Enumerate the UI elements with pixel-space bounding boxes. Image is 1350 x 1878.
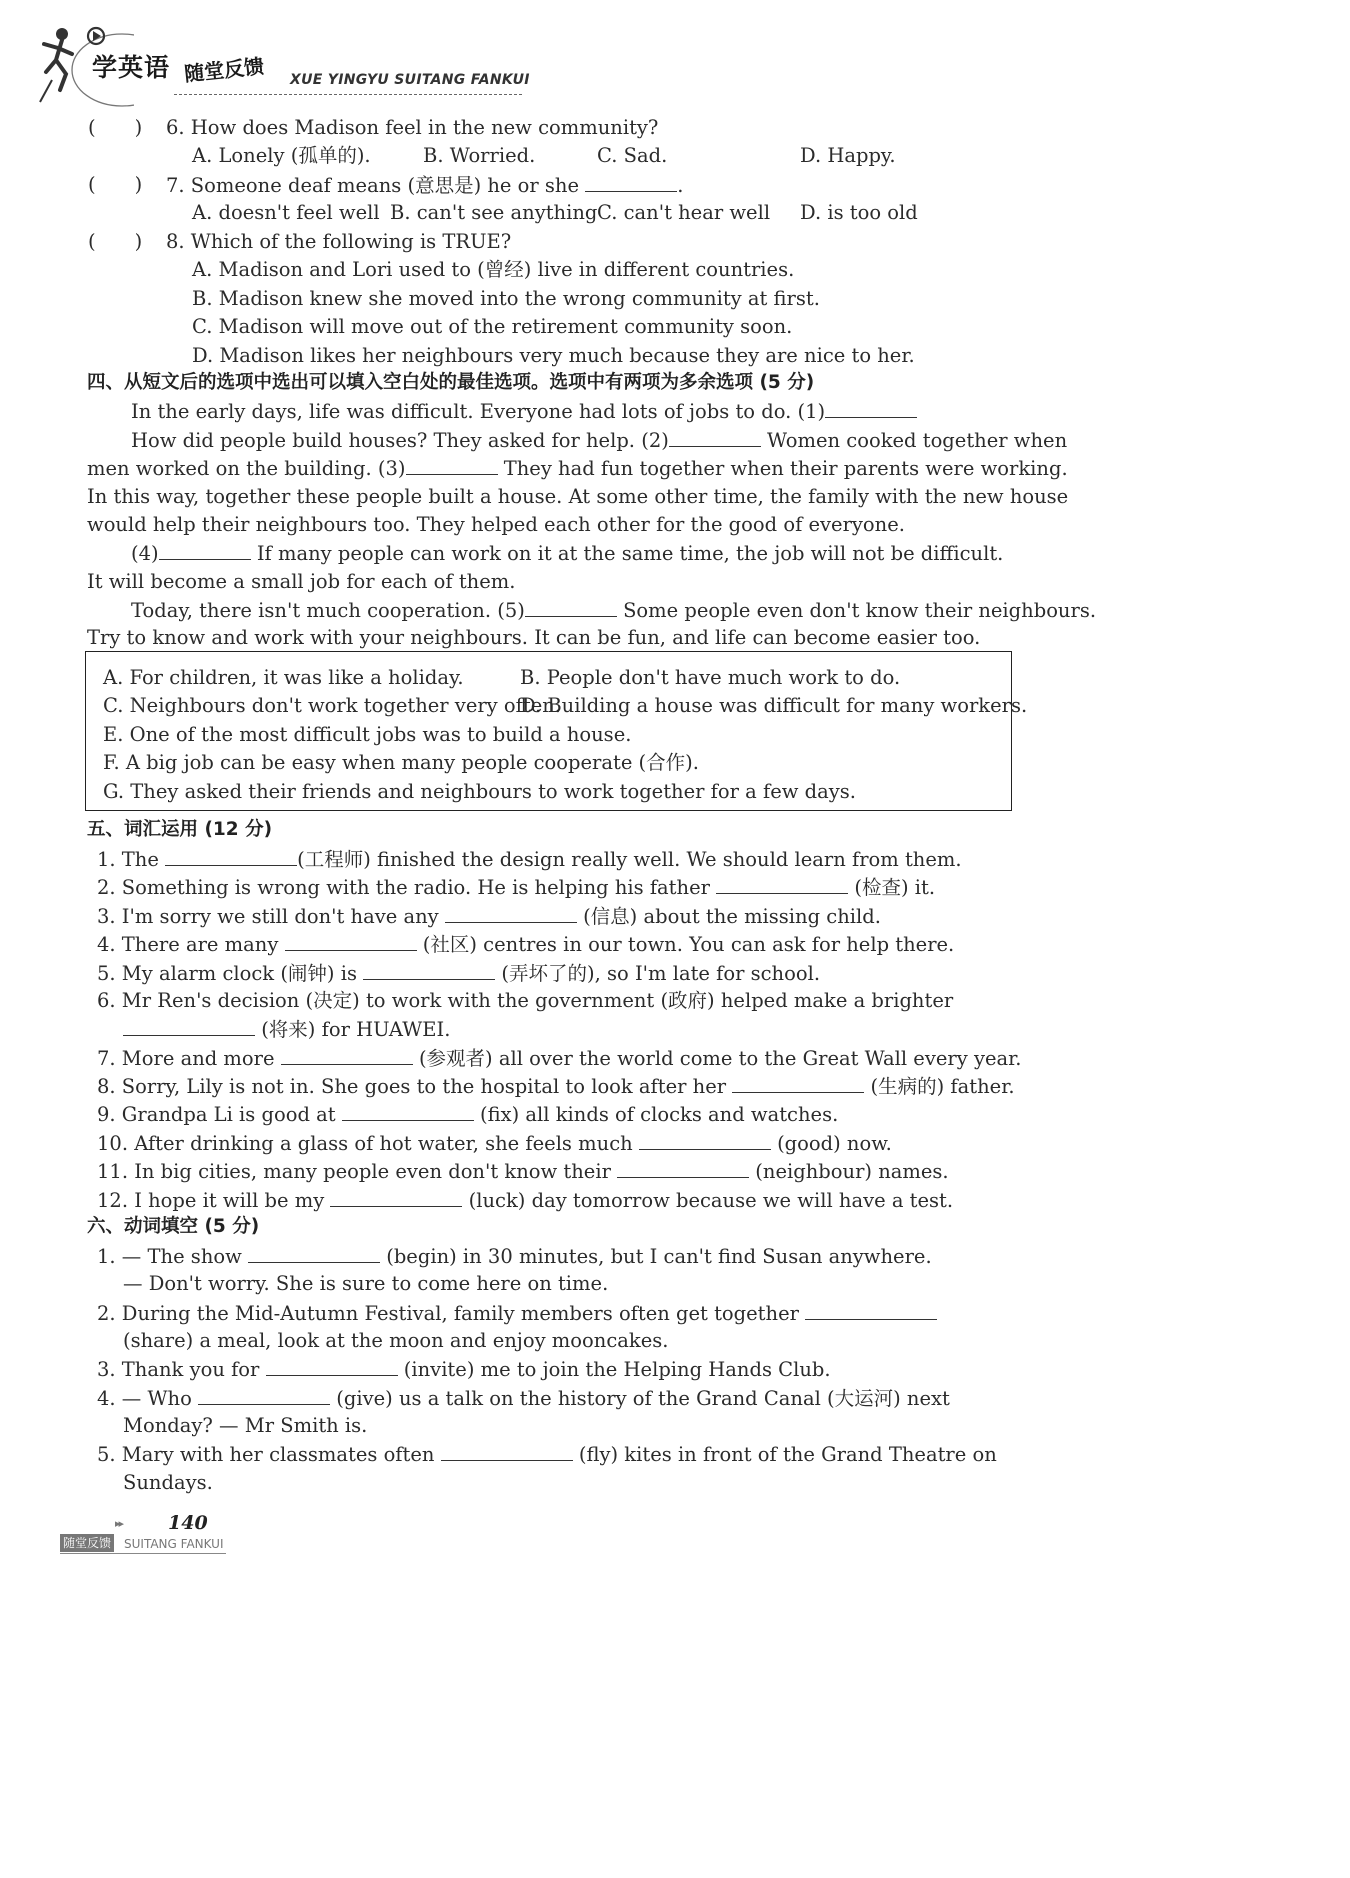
vocab-question: (将来) for HUAWEI. xyxy=(123,1016,450,1043)
vocab-question: 8. Sorry, Lily is not in. She goes to the hospital to look after her (生病的) father. xyxy=(97,1075,1015,1098)
footer-divider xyxy=(60,1553,226,1554)
section-title: 四、从短文后的选项中选出可以填入空白处的最佳选项。选项中有两项为多余选项 (5 分) xyxy=(87,372,815,393)
vocab-question: 12. I hope it will be my (luck) day tomorrow because we will have a test. xyxy=(97,1189,954,1212)
vocab-question: 6. Mr Ren's decision (决定) to work with the government (政府) helped make a brighter xyxy=(97,989,954,1012)
page-footer xyxy=(58,1508,298,1560)
answer-blank[interactable] xyxy=(342,1101,474,1121)
answer-blank[interactable] xyxy=(639,1130,771,1150)
vocab-question: 2. Something is wrong with the radio. He is helping his father (检查) it. xyxy=(97,876,936,899)
vocab-question: 11. In big cities, many people even don't know their (neighbour) names. xyxy=(97,1160,949,1183)
answer-blank[interactable] xyxy=(281,1045,413,1065)
option-c: C. can't hear well xyxy=(597,201,771,224)
passage-line: How did people build houses? They asked for help. (2) Women cooked together when xyxy=(131,429,1068,452)
double-arrow-icon: ▸▸ xyxy=(115,1517,123,1530)
verb-question: — Don't worry. She is sure to come here on time. xyxy=(123,1272,609,1295)
option-d: D. Happy. xyxy=(800,144,896,167)
verb-question: Sundays. xyxy=(123,1471,213,1494)
option-c: C. Neighbours don't work together very often. xyxy=(103,694,561,717)
vocab-question: 1. The (工程师) finished the design really well. We should learn from them. xyxy=(97,848,962,871)
option-a: A. For children, it was like a holiday. xyxy=(103,666,464,689)
answer-bracket[interactable]: ( ) xyxy=(88,173,143,196)
header-divider xyxy=(174,94,522,95)
verb-question: (share) a meal, look at the moon and enjoy mooncakes. xyxy=(123,1329,669,1352)
section-title: 五、词汇运用 (12 分) xyxy=(87,819,273,840)
answer-blank[interactable] xyxy=(445,903,577,923)
passage-line: (4) If many people can work on it at the same time, the job will not be difficult. xyxy=(131,542,1004,565)
verb-question: 5. Mary with her classmates often (fly) kites in front of the Grand Theatre on xyxy=(97,1443,997,1466)
option-a: A. Madison and Lori used to (曾经) live in different countries. xyxy=(192,258,795,281)
answer-blank[interactable] xyxy=(585,172,677,192)
header-subtitle: 随堂反馈 xyxy=(183,53,266,87)
option-e: E. One of the most difficult jobs was to build a house. xyxy=(103,723,632,746)
footer-tab-en: SUITANG FANKUI xyxy=(124,1537,224,1551)
answer-blank[interactable] xyxy=(165,846,297,866)
passage-line: would help their neighbours too. They helped each other for the good of everyone. xyxy=(87,513,905,536)
answer-blank[interactable] xyxy=(123,1016,255,1036)
header-pinyin: XUE YINGYU SUITANG FANKUI xyxy=(290,72,530,88)
option-d: D. Madison likes her neighbours very much because they are nice to her. xyxy=(192,344,915,367)
question-stem: 8. Which of the following is TRUE? xyxy=(166,230,512,253)
passage-line: Try to know and work with your neighbours. It can be fun, and life can become easier too. xyxy=(87,626,981,649)
answer-bracket[interactable]: ( ) xyxy=(88,116,143,139)
passage-line: Today, there isn't much cooperation. (5) Some people even don't know their neighbours. xyxy=(131,599,1097,622)
answer-blank[interactable] xyxy=(732,1073,864,1093)
page-number: 140 xyxy=(168,1512,208,1534)
answer-blank[interactable] xyxy=(617,1158,749,1178)
verb-question: 4. — Who (give) us a talk on the history of the Grand Canal (大运河) next xyxy=(97,1387,950,1410)
question-stem: 6. How does Madison feel in the new community? xyxy=(166,116,659,139)
vocab-question: 4. There are many (社区) centres in our town. You can ask for help there. xyxy=(97,933,955,956)
option-g: G. They asked their friends and neighbours to work together for a few days. xyxy=(103,780,856,803)
passage-line: In the early days, life was difficult. Everyone had lots of jobs to do. (1) xyxy=(131,398,917,425)
option-c: C. Sad. xyxy=(597,144,668,167)
passage-line: In this way, together these people built a house. At some other time, the family with the new house xyxy=(87,485,1069,508)
answer-blank[interactable] xyxy=(805,1300,937,1320)
answer-blank[interactable] xyxy=(825,398,917,418)
verb-question: 2. During the Mid-Autumn Festival, family members often get together xyxy=(97,1300,937,1327)
option-c: C. Madison will move out of the retirement community soon. xyxy=(192,315,793,338)
answer-blank[interactable] xyxy=(669,427,761,447)
option-a: A. Lonely (孤单的). xyxy=(192,144,371,167)
answer-blank[interactable] xyxy=(159,540,251,560)
answer-blank[interactable] xyxy=(716,874,848,894)
option-f: F. A big job can be easy when many people cooperate (合作). xyxy=(103,751,699,774)
answer-bracket[interactable]: ( ) xyxy=(88,230,143,253)
option-b: B. Madison knew she moved into the wrong community at first. xyxy=(192,287,820,310)
vocab-question: 3. I'm sorry we still don't have any (信息) about the missing child. xyxy=(97,905,881,928)
option-b: B. Worried. xyxy=(423,144,536,167)
vocab-question: 7. More and more (参观者) all over the world come to the Great Wall every year. xyxy=(97,1047,1022,1070)
option-b: B. can't see anything xyxy=(390,201,598,224)
option-a: A. doesn't feel well xyxy=(192,201,380,224)
option-d: D. Building a house was difficult for many workers. xyxy=(520,694,1028,717)
answer-blank[interactable] xyxy=(330,1187,462,1207)
answer-blank[interactable] xyxy=(285,931,417,951)
footer-tab: 随堂反馈 xyxy=(60,1534,114,1552)
passage-line: men worked on the building. (3) They had fun together when their parents were working. xyxy=(87,457,1068,480)
answer-blank[interactable] xyxy=(248,1243,380,1263)
verb-question: Monday? — Mr Smith is. xyxy=(123,1414,368,1437)
answer-blank[interactable] xyxy=(266,1356,398,1376)
question-stem: 7. Someone deaf means (意思是) he or she . xyxy=(166,174,684,197)
verb-question: 1. — The show (begin) in 30 minutes, but I can't find Susan anywhere. xyxy=(97,1245,932,1268)
section-title: 六、动词填空 (5 分) xyxy=(87,1216,260,1237)
page-header xyxy=(34,20,534,110)
verb-question: 3. Thank you for (invite) me to join the Helping Hands Club. xyxy=(97,1358,831,1381)
answer-blank[interactable] xyxy=(198,1385,330,1405)
header-title: 学英语 xyxy=(92,53,171,82)
answer-blank[interactable] xyxy=(363,960,495,980)
answer-blank[interactable] xyxy=(525,597,617,617)
vocab-question: 9. Grandpa Li is good at (fix) all kinds of clocks and watches. xyxy=(97,1103,839,1126)
option-d: D. is too old xyxy=(800,201,918,224)
vocab-question: 5. My alarm clock (闹钟) is (弄坏了的), so I'm late for school. xyxy=(97,962,821,985)
answer-blank[interactable] xyxy=(441,1441,573,1461)
option-b: B. People don't have much work to do. xyxy=(520,666,901,689)
vocab-question: 10. After drinking a glass of hot water, she feels much (good) now. xyxy=(97,1132,892,1155)
answer-blank[interactable] xyxy=(406,455,498,475)
passage-line: It will become a small job for each of them. xyxy=(87,570,516,593)
